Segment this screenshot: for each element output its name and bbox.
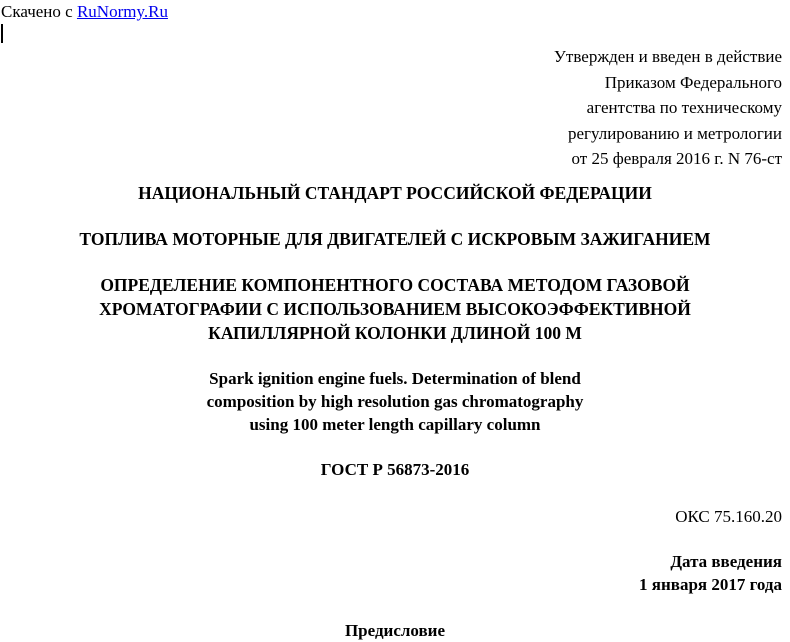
intro-date-block xyxy=(639,550,782,596)
source-line xyxy=(1,2,168,22)
intro-date-value: 1 января 2017 года xyxy=(639,575,782,594)
standard-title-text: ТОПЛИВА МОТОРНЫЕ ДЛЯ ДВИГАТЕЛЕЙ С ИСКРОВЫМ ЗАЖИГАНИЕМ xyxy=(79,229,711,249)
approval-block xyxy=(554,44,782,172)
english-title-line: composition by high resolution gas chromatography xyxy=(206,392,584,411)
standard-type xyxy=(0,181,790,205)
standard-code-text: ГОСТ Р 56873-2016 xyxy=(320,460,470,479)
subtitle-line: ОПРЕДЕЛЕНИЕ КОМПОНЕНТНОГО СОСТАВА МЕТОДОМ ГАЗОВОЙ xyxy=(100,275,690,295)
approval-line: от 25 февраля 2016 г. N 76-ст xyxy=(571,149,782,168)
subtitle-line: КАПИЛЛЯРНОЙ КОЛОНКИ ДЛИНОЙ 100 М xyxy=(208,323,582,343)
standard-subtitle xyxy=(0,273,790,345)
standard-type-text: НАЦИОНАЛЬНЫЙ СТАНДАРТ РОССИЙСКОЙ ФЕДЕРАЦИИ xyxy=(138,183,652,203)
english-title xyxy=(0,367,790,436)
text-cursor xyxy=(1,24,3,43)
subtitle-line: ХРОМАТОГРАФИИ С ИСПОЛЬЗОВАНИЕМ ВЫСОКОЭФФЕКТИВНОЙ xyxy=(99,299,691,319)
standard-code xyxy=(0,458,790,481)
approval-line: Утвержден и введен в действие xyxy=(553,47,782,66)
english-title-line: using 100 meter length capillary column xyxy=(249,415,541,434)
source-link[interactable]: RuNormy.Ru xyxy=(76,2,168,21)
english-title-line: Spark ignition engine fuels. Determination of blend xyxy=(209,369,581,388)
intro-date-label: Дата введения xyxy=(670,552,782,571)
oks-code xyxy=(675,505,782,528)
foreword-heading-text: Предисловие xyxy=(344,621,446,640)
approval-line: агентства по техническому xyxy=(586,98,782,117)
standard-title xyxy=(0,227,790,251)
approval-line: регулированию и метрологии xyxy=(567,123,782,143)
source-prefix: Скачено с xyxy=(1,2,73,21)
approval-line: Приказом Федерального xyxy=(604,72,782,92)
foreword-heading xyxy=(0,619,790,642)
oks-code-text: ОКС 75.160.20 xyxy=(675,507,782,526)
